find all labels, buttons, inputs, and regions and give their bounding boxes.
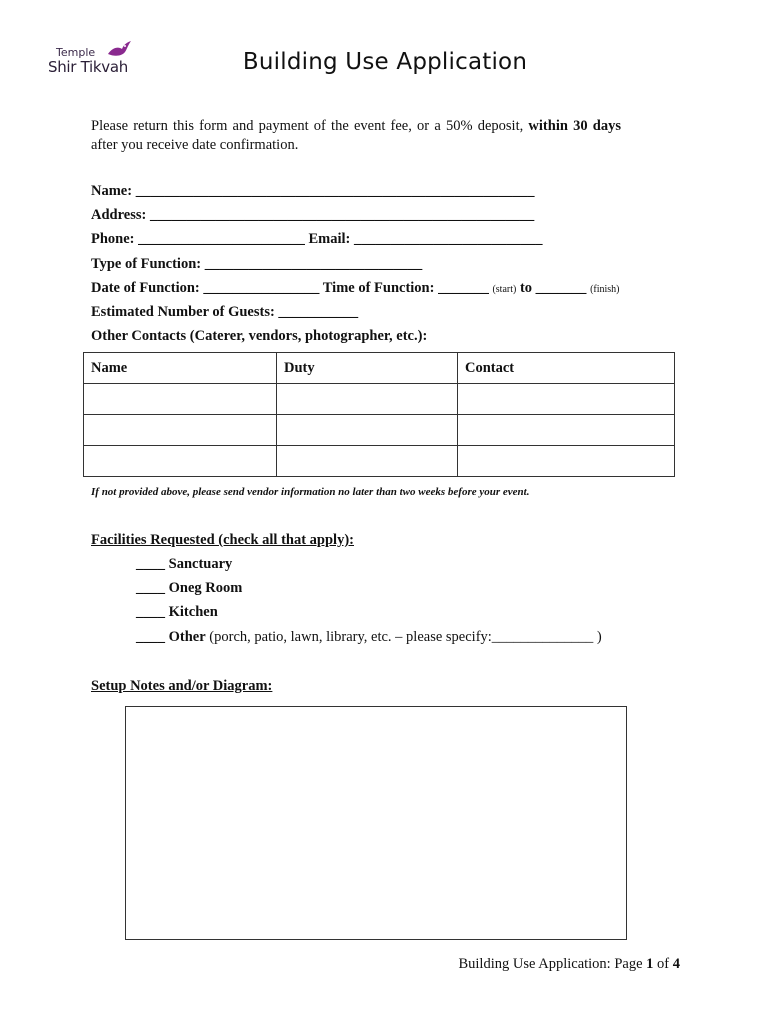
address-field[interactable]: Address: _____________________________________________________ <box>91 207 535 223</box>
header-duty: Duty <box>277 353 458 384</box>
contacts-table <box>83 352 675 477</box>
intro-text-end: after you receive date confirmation. <box>91 137 299 153</box>
facility-other-label: ____ Other <box>136 629 206 645</box>
footer-page-number: 1 <box>646 956 654 972</box>
table-cell[interactable] <box>84 415 277 446</box>
header-contact: Contact <box>458 353 675 384</box>
setup-diagram-box[interactable] <box>125 706 627 940</box>
footer-of: of <box>653 956 673 972</box>
table-cell[interactable] <box>277 384 458 415</box>
setup-notes-heading: Setup Notes and/or Diagram: <box>91 678 273 694</box>
time-start-field[interactable]: Time of Function: _______ <box>322 280 489 296</box>
intro-deadline: within 30 days <box>528 118 621 134</box>
table-cell[interactable] <box>458 446 675 477</box>
vendor-note: If not provided above, please send vendor information no later than two weeks before your event. <box>91 486 530 498</box>
intro-paragraph <box>91 117 621 155</box>
table-row <box>84 384 675 415</box>
page-footer <box>458 956 680 973</box>
guests-field[interactable]: Estimated Number of Guests: ___________ <box>91 304 359 320</box>
table-cell[interactable] <box>458 415 675 446</box>
logo-line-temple: Temple <box>56 46 96 59</box>
table-cell[interactable] <box>277 446 458 477</box>
facility-oneg-room[interactable]: ____ Oneg Room <box>136 580 243 596</box>
start-label: (start) <box>492 284 517 295</box>
facility-sanctuary[interactable]: ____ Sanctuary <box>136 556 233 572</box>
date-time-row <box>91 280 620 297</box>
footer-text: Building Use Application: Page <box>458 956 647 972</box>
function-type-field[interactable]: Type of Function: ______________________________ <box>91 256 423 272</box>
email-field[interactable]: Email: __________________________ <box>308 231 543 247</box>
other-contacts-label: Other Contacts (Caterer, vendors, photographer, etc.): <box>91 328 428 344</box>
footer-page-total: 4 <box>672 956 680 972</box>
table-cell[interactable] <box>84 446 277 477</box>
logo-line-shir-tikvah: Shir Tikvah <box>48 58 128 76</box>
table-cell[interactable] <box>84 384 277 415</box>
date-field[interactable]: Date of Function: ________________ <box>91 280 320 296</box>
intro-text: Please return this form and payment of the event fee, or a 50% deposit, <box>91 118 529 134</box>
finish-label: (finish) <box>590 284 620 295</box>
table-cell[interactable] <box>277 415 458 446</box>
time-finish-field[interactable]: to _______ <box>519 280 587 296</box>
table-row <box>84 446 675 477</box>
phone-email-row <box>91 231 543 248</box>
phone-field[interactable]: Phone: _______________________ <box>91 231 305 247</box>
facilities-heading: Facilities Requested (check all that apply): <box>91 532 354 548</box>
table-header-row <box>84 353 675 384</box>
table-row <box>84 415 675 446</box>
name-field[interactable]: Name: _______________________________________________________ <box>91 183 535 199</box>
page-title: Building Use Application <box>242 49 528 75</box>
table-cell[interactable] <box>458 384 675 415</box>
facility-kitchen[interactable]: ____ Kitchen <box>136 604 218 620</box>
header-name: Name <box>84 353 277 384</box>
facility-other[interactable] <box>136 629 602 646</box>
facility-other-specify: (porch, patio, lawn, library, etc. – please specify:______________ ) <box>205 629 602 645</box>
